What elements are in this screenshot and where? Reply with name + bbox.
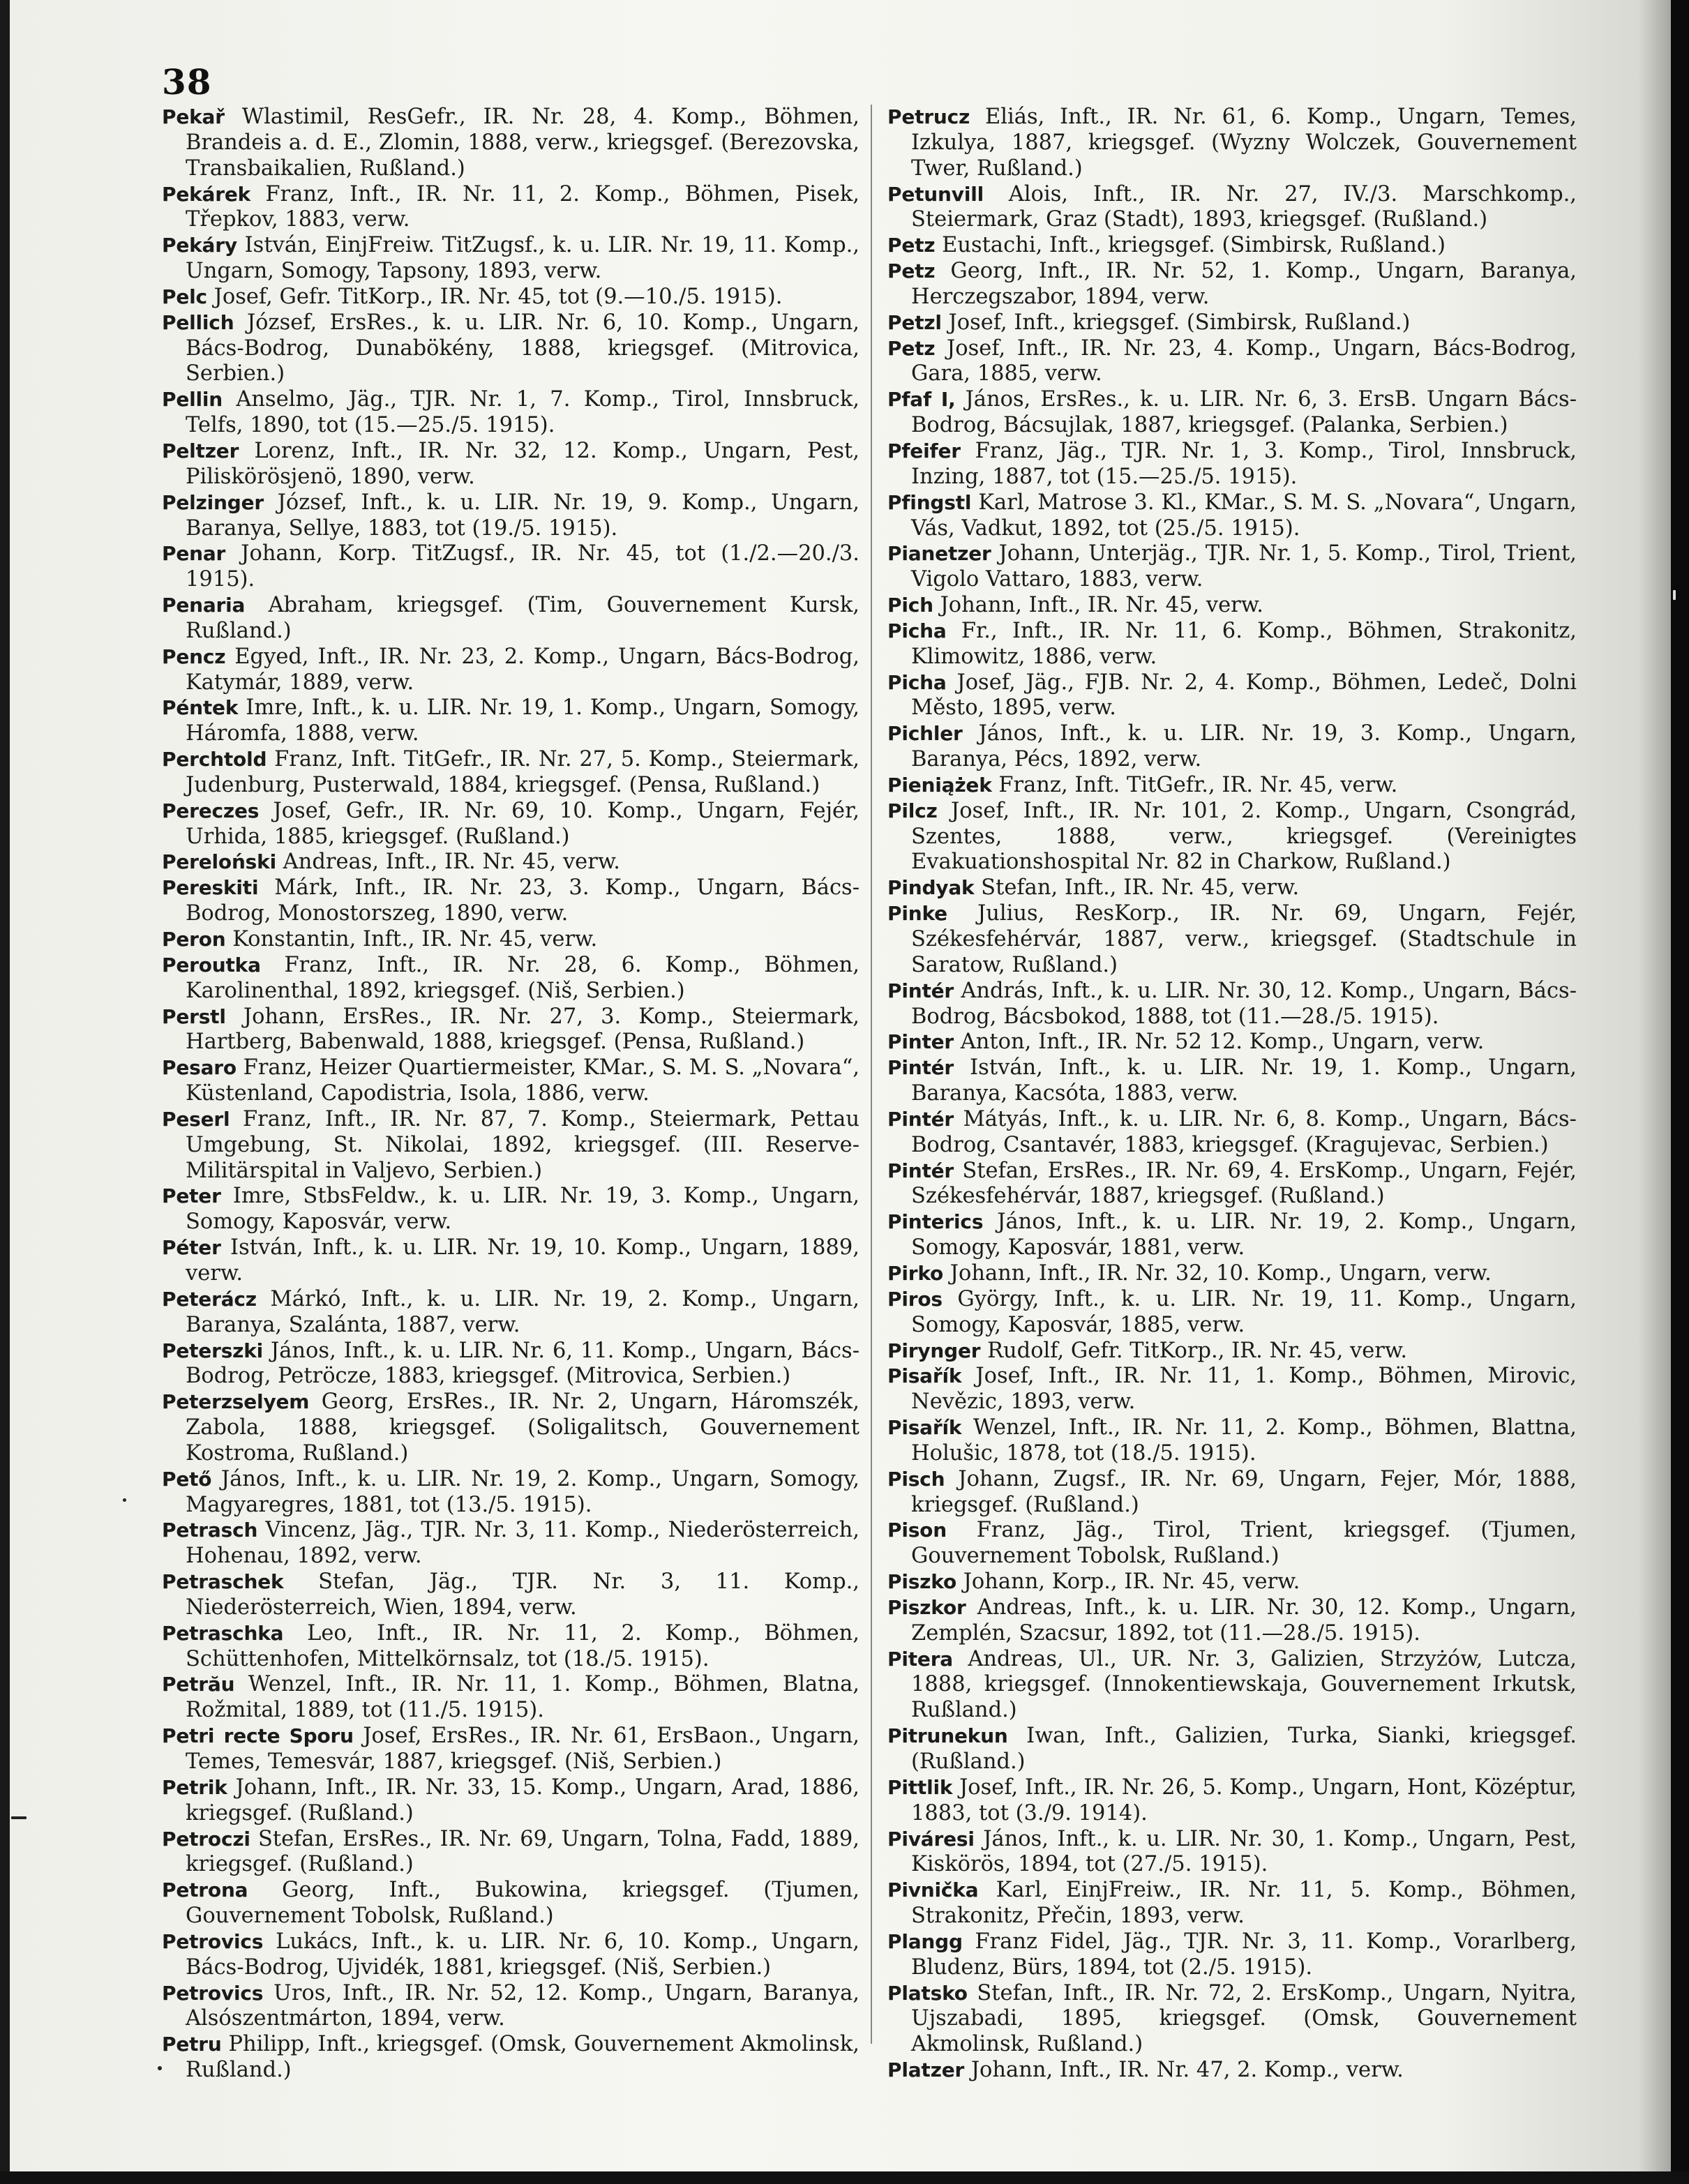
- casualty-entry: [887, 1055, 1577, 1107]
- casualty-entry: [162, 1287, 859, 1339]
- casualty-entry: [162, 439, 859, 490]
- entry-surname: Pető: [162, 1467, 212, 1491]
- casualty-entry: [162, 1004, 859, 1056]
- entry-details: Mátyás, Inft., k. u. LIR. Nr. 6, 8. Komp., Ungarn, Bács-Bodrog, Csantavér, 1883, kriegsgef. (Kragujevac, Serbien.): [911, 1106, 1577, 1157]
- entry-details: Karl, EinjFreiw., IR. Nr. 11, 5. Komp., Böhmen, Strakonitz, Přečin, 1893, verw.: [911, 1878, 1577, 1929]
- casualty-entry: [162, 1184, 859, 1235]
- scan-speck: [1673, 590, 1676, 600]
- casualty-entry: [162, 490, 859, 542]
- casualty-entry: [887, 1981, 1577, 2058]
- entry-details: Anselmo, Jäg., TJR. Nr. 1, 7. Komp., Tirol, Innsbruck, Telfs, 1890, tot (15.—25./5. 1915).: [186, 387, 859, 438]
- entry-details: Fr., Inft., IR. Nr. 11, 6. Komp., Böhmen, Strakonitz, Klimowitz, 1886, verw.: [911, 618, 1577, 669]
- entry-surname: Peron: [162, 928, 226, 951]
- entry-details: Johann, Korp. TitZugsf., IR. Nr. 45, tot (1./2.—20./3. 1915).: [186, 541, 859, 592]
- entry-details: Uros, Inft., IR. Nr. 52, 12. Komp., Ungarn, Baranya, Alsószentmárton, 1894, verw.: [186, 1980, 859, 2031]
- entry-details: Josef, Inft., kriegsgef. (Simbirsk, Rußland.): [948, 310, 1411, 335]
- entry-surname: Pinter: [887, 1030, 954, 1054]
- casualty-entry: [162, 1569, 859, 1621]
- entry-details: Johann, Zugsf., IR. Nr. 69, Ungarn, Fejer, Mór, 1888, kriegsgef. (Rußland.): [911, 1466, 1577, 1517]
- entry-details: Johann, Unterjäg., TJR. Nr. 1, 5. Komp., Tirol, Trient, Vigolo Vattaro, 1883, verw.: [911, 541, 1577, 592]
- entry-surname: Pelc: [162, 285, 207, 308]
- entry-surname: Pirko: [887, 1261, 944, 1285]
- casualty-entry: [162, 875, 859, 927]
- entry-surname: Petrovics: [162, 1981, 264, 2005]
- entry-details: Franz, Inft. TitGefr., IR. Nr. 45, verw.: [998, 772, 1398, 797]
- entry-details: Wenzel, Inft., IR. Nr. 11, 2. Komp., Böhmen, Blattna, Holušic, 1878, tot (18./5. 1915).: [911, 1415, 1577, 1466]
- entry-surname: Pekárek: [162, 182, 251, 206]
- entry-details: Johann, Inft., IR. Nr. 33, 15. Komp., Ungarn, Arad, 1886, kriegsgef. (Rußland.): [186, 1775, 859, 1825]
- entry-surname: Pellin: [162, 388, 223, 412]
- entry-surname: Pichler: [887, 722, 963, 746]
- entry-surname: Plangg: [887, 1929, 963, 1953]
- entry-details: Karl, Matrose 3. Kl., KMar., S. M. S. „Novara“, Ungarn, Vás, Vadkut, 1892, tot (25./5. 1915).: [911, 490, 1577, 541]
- entry-surname: Petraschka: [162, 1621, 284, 1645]
- casualty-entry: [887, 1159, 1577, 1210]
- entry-details: Konstantin, Inft., IR. Nr. 45, verw.: [232, 927, 598, 951]
- casualty-entry: [162, 285, 859, 310]
- entry-surname: Pirynger: [887, 1339, 981, 1362]
- casualty-entry: [162, 1672, 859, 1724]
- casualty-entry: [887, 1518, 1577, 1569]
- casualty-entry: [887, 670, 1577, 722]
- casualty-entry: [162, 1390, 859, 1467]
- entry-surname: Pianetzer: [887, 542, 991, 566]
- entry-surname: Piváresi: [887, 1827, 975, 1851]
- entry-details: Wenzel, Inft., IR. Nr. 11, 1. Komp., Böhmen, Blatna, Rožmital, 1889, tot (11./5. 1915).: [186, 1672, 859, 1723]
- casualty-entry: [887, 182, 1577, 234]
- entry-surname: Peserl: [162, 1107, 230, 1131]
- casualty-entry: [162, 1775, 859, 1827]
- entry-details: Egyed, Inft., IR. Nr. 23, 2. Komp., Ungarn, Bács-Bodrog, Katymár, 1889, verw.: [186, 644, 859, 695]
- entry-details: András, Inft., k. u. LIR. Nr. 30, 12. Komp., Ungarn, Bács-Bodrog, Bácsbokod, 1888, tot (11.—28./5. 1915).: [911, 978, 1577, 1029]
- entry-details: Leo, Inft., IR. Nr. 11, 2. Komp., Böhmen, Schüttenhofen, Mittelkörnsalz, tot (18./5. 1915).: [186, 1620, 859, 1671]
- casualty-entry: [887, 1569, 1577, 1595]
- entry-surname: Péntek: [162, 696, 239, 720]
- casualty-entry: [162, 799, 859, 850]
- entry-details: Josef, Inft., IR. Nr. 26, 5. Komp., Ungarn, Hont, Középtur, 1883, tot (3./9. 1914).: [911, 1775, 1577, 1825]
- casualty-entry: [162, 182, 859, 234]
- entry-details: Franz, Jäg., TJR. Nr. 1, 3. Komp., Tirol, Innsbruck, Inzing, 1887, tot (15.—25./5. 1915).: [911, 438, 1577, 489]
- casualty-entry: [162, 1621, 859, 1673]
- entry-details: Josef, Inft., IR. Nr. 101, 2. Komp., Ungarn, Csongrád, Szentes, 1888, verw., kriegsgef. (Vereinigtes Evakuationshospital Nr. 82 in Charkow, Rußland.): [911, 798, 1577, 875]
- casualty-entry: [162, 1929, 859, 1981]
- casualty-entry: [162, 2032, 859, 2084]
- entry-surname: Pivnička: [887, 1878, 979, 1902]
- entry-surname: Pisařík: [887, 1364, 962, 1388]
- casualty-entry: [887, 1261, 1577, 1287]
- casualty-entry: [887, 1287, 1577, 1339]
- casualty-entry: [162, 233, 859, 285]
- casualty-entry: [887, 1929, 1577, 1981]
- casualty-entry: [887, 387, 1577, 439]
- entry-details: Josef, Jäg., FJB. Nr. 2, 4. Komp., Böhmen, Ledeč, Dolni Město, 1895, verw.: [911, 670, 1577, 721]
- entry-surname: Pich: [887, 594, 933, 617]
- entry-details: Franz, Inft. TitGefr., IR. Nr. 27, 5. Komp., Steiermark, Judenburg, Pusterwald, 1884, kriegsgef. (Pensa, Rußland.): [186, 747, 859, 797]
- entry-details: Josef, Inft., IR. Nr. 11, 1. Komp., Böhmen, Mirovic, Nevězic, 1893, verw.: [911, 1364, 1577, 1415]
- casualty-entry: [887, 901, 1577, 979]
- entry-details: Josef, Gefr. TitKorp., IR. Nr. 45, tot (9.—10./5. 1915).: [213, 284, 783, 309]
- casualty-entry: [887, 1827, 1577, 1878]
- entry-details: János, Inft., k. u. LIR. Nr. 19, 2. Komp., Ungarn, Somogy, Kaposvár, 1881, verw.: [911, 1210, 1577, 1260]
- entry-details: Vincenz, Jäg., TJR. Nr. 3, 11. Komp., Niederösterreich, Hohenau, 1892, verw.: [186, 1518, 859, 1569]
- casualty-entry: [887, 1364, 1577, 1415]
- casualty-entry: [887, 105, 1577, 182]
- entry-surname: Perstl: [162, 1004, 226, 1028]
- entry-surname: Petroczi: [162, 1827, 250, 1851]
- entry-surname: Pinterics: [887, 1210, 984, 1234]
- entry-surname: Petrasch: [162, 1519, 258, 1542]
- casualty-entry: [162, 645, 859, 696]
- entry-details: Lorenz, Inft., IR. Nr. 32, 12. Komp., Ungarn, Pest, Piliskörösjenö, 1890, verw.: [186, 438, 859, 489]
- entry-details: Franz, Heizer Quartiermeister, KMar., S. M. S. „Novara“, Küstenland, Capodistria, Isola, 1886, verw.: [186, 1055, 859, 1106]
- casualty-entry: [887, 1107, 1577, 1159]
- entry-details: Márk, Inft., IR. Nr. 23, 3. Komp., Ungarn, Bács-Bodrog, Monostorszeg, 1890, verw.: [186, 875, 859, 926]
- entry-surname: Petz: [887, 234, 936, 257]
- entry-details: Abraham, kriegsgef. (Tim, Gouvernement Kursk, Rußland.): [186, 593, 859, 643]
- entry-surname: Piszkor: [887, 1595, 966, 1619]
- entry-details: Philipp, Inft., kriegsgef. (Omsk, Gouvernement Akmolinsk, Rußland.): [186, 2032, 859, 2083]
- entry-surname: Peroutka: [162, 953, 261, 977]
- entry-surname: Petrucz: [887, 105, 970, 128]
- entry-details: Stefan, ErsRes., IR. Nr. 69, 4. ErsKomp., Ungarn, Fejér, Székesfehérvár, 1887, kriegsgef. (Rußland.): [911, 1158, 1577, 1209]
- entry-details: Andreas, Inft., k. u. LIR. Nr. 30, 12. Komp., Ungarn, Zemplén, Szacsur, 1892, tot (11.—28./5. 1915).: [911, 1595, 1577, 1645]
- entry-surname: Platzer: [887, 2058, 965, 2082]
- entry-surname: Piros: [887, 1287, 943, 1311]
- entry-details: Rudolf, Gefr. TitKorp., IR. Nr. 45, verw.: [987, 1338, 1408, 1363]
- entry-surname: Platsko: [887, 1981, 968, 2005]
- left-column: [162, 105, 859, 2084]
- entry-details: Stefan, Jäg., TJR. Nr. 3, 11. Komp., Niederösterreich, Wien, 1894, verw.: [186, 1569, 859, 1620]
- casualty-entry: [162, 695, 859, 747]
- casualty-entry: [887, 875, 1577, 901]
- casualty-entry: [162, 1981, 859, 2033]
- casualty-entry: [162, 1827, 859, 1878]
- entry-details: Anton, Inft., IR. Nr. 52 12. Komp., Ungarn, verw.: [960, 1030, 1485, 1055]
- entry-details: Johann, ErsRes., IR. Nr. 27, 3. Komp., Steiermark, Hartberg, Babenwald, 1888, kriegsgef. (Pensa, Rußland.): [186, 1004, 859, 1055]
- entry-details: József, ErsRes., k. u. LIR. Nr. 6, 10. Komp., Ungarn, Bács-Bodrog, Dunabökény, 1888, kriegsgef. (Mitrovica, Serbien.): [186, 310, 859, 386]
- entry-details: János, ErsRes., k. u. LIR. Nr. 6, 3. ErsB. Ungarn Bács-Bodrog, Bácsujlak, 1887, kriegsgef. (Palanka, Serbien.): [911, 387, 1577, 438]
- entry-surname: Piszko: [887, 1570, 956, 1594]
- right-column: [887, 105, 1577, 2084]
- entry-details: Imre, StbsFeldw., k. u. LIR. Nr. 19, 3. Komp., Ungarn, Somogy, Kaposvár, verw.: [186, 1184, 859, 1235]
- casualty-entry: [887, 721, 1577, 773]
- entry-surname: Pieniążek: [887, 773, 992, 797]
- entry-surname: Pellich: [162, 310, 234, 334]
- casualty-entry: [162, 1467, 859, 1519]
- entry-surname: Peltzer: [162, 439, 239, 462]
- entry-surname: Péter: [162, 1236, 221, 1260]
- casualty-entry: [887, 1775, 1577, 1827]
- entry-surname: Pitrunekun: [887, 1724, 1008, 1748]
- entry-surname: Pintér: [887, 1159, 954, 1182]
- casualty-entry: [887, 439, 1577, 490]
- entry-surname: Peter: [162, 1184, 221, 1208]
- entry-surname: Petru: [162, 2033, 222, 2056]
- casualty-entry: [887, 979, 1577, 1030]
- scan-speck: [11, 1816, 27, 1819]
- casualty-entry: [887, 1339, 1577, 1364]
- entry-details: Johann, Inft., IR. Nr. 45, verw.: [940, 593, 1263, 618]
- entry-surname: Peterácz: [162, 1287, 257, 1311]
- entry-details: Franz, Jäg., Tirol, Trient, kriegsgef. (Tjumen, Gouvernement Tobolsk, Rußland.): [911, 1518, 1577, 1569]
- casualty-entry: [162, 387, 859, 439]
- entry-details: Johann, Korp., IR. Nr. 45, verw.: [963, 1569, 1300, 1595]
- entry-details: Georg, ErsRes., IR. Nr. 2, Ungarn, Háromszék, Zabola, 1888, kriegsgef. (Soligalitsch, Gouvernement Kostroma, Rußland.): [186, 1390, 859, 1466]
- entry-surname: Pfingstl: [887, 490, 972, 514]
- entry-details: István, Inft., k. u. LIR. Nr. 19, 1. Komp., Ungarn, Baranya, Kacsóta, 1883, verw.: [911, 1055, 1577, 1106]
- entry-details: István, EinjFreiw. TitZugsf., k. u. LIR. Nr. 19, 11. Komp., Ungarn, Somogy, Tapsony, 1893, verw.: [186, 233, 859, 284]
- entry-surname: Pereczes: [162, 799, 260, 822]
- casualty-entry: [162, 927, 859, 953]
- casualty-entry: [162, 1235, 859, 1287]
- entry-surname: Perchtold: [162, 748, 267, 771]
- entry-details: Josef, Gefr., IR. Nr. 69, 10. Komp., Ungarn, Fejér, Urhida, 1885, kriegsgef. (Rußland.): [186, 798, 859, 849]
- entry-details: Josef, ErsRes., IR. Nr. 61, ErsBaon., Ungarn, Temes, Temesvár, 1887, kriegsgef. (Niš, Serbien.): [186, 1724, 860, 1774]
- entry-surname: Petunvill: [887, 182, 984, 206]
- entry-surname: Pesaro: [162, 1056, 237, 1080]
- casualty-entry: [162, 1339, 859, 1390]
- column-divider: [871, 105, 872, 2044]
- entry-details: József, Inft., k. u. LIR. Nr. 19, 9. Komp., Ungarn, Baranya, Sellye, 1883, tot (19./5. 1915).: [186, 490, 859, 541]
- casualty-entry: [887, 1415, 1577, 1467]
- entry-surname: Peterszki: [162, 1339, 264, 1362]
- scan-bottom-edge: [0, 2171, 1689, 2184]
- entry-details: Johann, Inft., IR. Nr. 47, 2. Komp., verw.: [970, 2058, 1404, 2083]
- entry-details: Wlastimil, ResGefr., IR. Nr. 28, 4. Komp., Böhmen, Brandeis a. d. E., Zlomin, 1888, verw., kriegsgef. (Berezovska, Transbaikalien, Rußland.): [186, 105, 860, 181]
- casualty-entry: [162, 953, 859, 1004]
- entry-details: Eliás, Inft., IR. Nr. 61, 6. Komp., Ungarn, Temes, Izkulya, 1887, kriegsgef. (Wyzny Wolczek, Gouvernement Twer, Rußland.): [911, 105, 1577, 181]
- entry-surname: Penaria: [162, 594, 246, 617]
- casualty-entry: [887, 259, 1577, 310]
- page-number: 38: [162, 61, 212, 103]
- entry-details: János, Inft., k. u. LIR. Nr. 19, 3. Komp., Ungarn, Baranya, Pécs, 1892, verw.: [911, 721, 1577, 772]
- entry-details: Georg, Inft., Bukowina, kriegsgef. (Tjumen, Gouvernement Tobolsk, Rußland.): [186, 1878, 859, 1929]
- entry-surname: Petrău: [162, 1673, 235, 1696]
- entry-details: Josef, Inft., IR. Nr. 23, 4. Komp., Ungarn, Bács-Bodrog, Gara, 1885, verw.: [911, 336, 1577, 386]
- casualty-entry: [162, 747, 859, 799]
- entry-details: Imre, Inft., k. u. LIR. Nr. 19, 1. Komp., Ungarn, Somogy, Háromfa, 1888, verw.: [186, 695, 859, 746]
- casualty-entry: [887, 799, 1577, 876]
- casualty-entry: [162, 1878, 859, 1929]
- entry-surname: Petrik: [162, 1775, 227, 1799]
- casualty-entry: [887, 773, 1577, 799]
- casualty-entry: [887, 593, 1577, 619]
- entry-surname: Petz: [887, 259, 936, 283]
- entry-surname: Petz: [887, 336, 936, 360]
- casualty-entry: [887, 233, 1577, 259]
- entry-details: Stefan, Inft., IR. Nr. 45, verw.: [981, 875, 1300, 901]
- casualty-entry: [887, 1595, 1577, 1647]
- entry-details: Lukács, Inft., k. u. LIR. Nr. 6, 10. Komp., Ungarn, Bács-Bodrog, Ujvidék, 1881, kriegsgef. (Niš, Serbien.): [186, 1929, 859, 1980]
- entry-surname: Pitera: [887, 1647, 953, 1671]
- entry-surname: Picha: [887, 619, 947, 642]
- entry-details: Iwan, Inft., Galizien, Turka, Sianki, kriegsgef. (Rußland.): [911, 1724, 1577, 1774]
- casualty-entry: [887, 490, 1577, 542]
- entry-details: János, Inft., k. u. LIR. Nr. 19, 2. Komp., Ungarn, Somogy, Magyaregres, 1881, tot (13./5. 1915).: [186, 1466, 859, 1517]
- entry-details: Franz, Inft., IR. Nr. 11, 2. Komp., Böhmen, Pisek, Třepkov, 1883, verw.: [186, 181, 859, 232]
- scan-right-edge: [1671, 0, 1689, 2184]
- casualty-entry: [162, 1055, 859, 1107]
- scan-speck: [123, 1498, 126, 1502]
- entry-surname: Pittlik: [887, 1775, 953, 1799]
- casualty-entry: [887, 619, 1577, 670]
- entry-surname: Pfaf I,: [887, 388, 956, 412]
- entry-surname: Petrona: [162, 1878, 248, 1902]
- casualty-entry: [887, 1878, 1577, 1929]
- entry-details: János, Inft., k. u. LIR. Nr. 30, 1. Komp., Ungarn, Pest, Kiskörös, 1894, tot (27./5. 1915).: [911, 1826, 1577, 1877]
- entry-details: Georg, Inft., IR. Nr. 52, 1. Komp., Ungarn, Baranya, Herczegszabor, 1894, verw.: [911, 259, 1577, 309]
- entry-surname: Pekař: [162, 105, 225, 128]
- entry-details: Márkó, Inft., k. u. LIR. Nr. 19, 2. Komp., Ungarn, Baranya, Szalánta, 1887, verw.: [186, 1286, 860, 1337]
- entry-surname: Pisařík: [887, 1416, 962, 1440]
- entry-surname: Pinke: [887, 902, 947, 926]
- entry-details: János, Inft., k. u. LIR. Nr. 6, 11. Komp., Ungarn, Bács-Bodrog, Petröcze, 1883, kriegsgef. (Mitrovica, Serbien.): [186, 1338, 859, 1389]
- entry-details: Stefan, Inft., IR. Nr. 72, 2. ErsKomp., Ungarn, Nyitra, Ujszabadi, 1895, kriegsgef. (Omsk, Gouvernement Akmolinsk, Rußland.): [911, 1980, 1577, 2057]
- entry-surname: Petraschek: [162, 1570, 284, 1594]
- entry-surname: Petrovics: [162, 1929, 264, 1953]
- casualty-entry: [162, 1518, 859, 1569]
- casualty-entry: [887, 1030, 1577, 1055]
- entry-surname: Pereloński: [162, 850, 276, 874]
- casualty-entry: [162, 593, 859, 645]
- entry-surname: Pfeifer: [887, 439, 961, 462]
- scan-speck: [158, 2066, 162, 2070]
- casualty-entry: [162, 105, 859, 182]
- entry-details: György, Inft., k. u. LIR. Nr. 19, 11. Komp., Ungarn, Somogy, Kaposvár, 1885, verw.: [911, 1286, 1577, 1337]
- entry-surname: Petzl: [887, 310, 942, 334]
- entry-surname: Petri recte Sporu: [162, 1724, 354, 1748]
- entry-details: Alois, Inft., IR. Nr. 27, IV./3. Marschkomp., Steiermark, Graz (Stadt), 1893, kriegsgef. (Rußland.): [911, 181, 1577, 232]
- entry-surname: Penar: [162, 542, 226, 566]
- casualty-entry: [887, 1724, 1577, 1775]
- entry-surname: Pintér: [887, 1107, 954, 1131]
- entry-details: Johann, Inft., IR. Nr. 32, 10. Komp., Ungarn, verw.: [949, 1260, 1492, 1286]
- casualty-entry: [162, 1107, 859, 1184]
- entry-surname: Pison: [887, 1519, 947, 1542]
- entry-surname: Peterzselyem: [162, 1390, 310, 1414]
- casualty-entry: [162, 310, 859, 388]
- casualty-entry: [162, 1724, 859, 1775]
- entry-surname: Pindyak: [887, 876, 975, 900]
- entry-details: Andreas, Inft., IR. Nr. 45, verw.: [283, 850, 620, 875]
- entry-surname: Pisch: [887, 1467, 945, 1491]
- entry-details: Stefan, ErsRes., IR. Nr. 69, Ungarn, Tolna, Fadd, 1889, kriegsgef. (Rußland.): [186, 1826, 859, 1877]
- entry-surname: Pereskiti: [162, 876, 259, 900]
- entry-details: Andreas, Ul., UR. Nr. 3, Galizien, Strzyżów, Lutcza, 1888, kriegsgef. (Innokentiewskaja, Gouvernement Irkutsk, Rußland.): [911, 1646, 1577, 1723]
- entry-details: István, Inft., k. u. LIR. Nr. 19, 10. Komp., Ungarn, 1889, verw.: [186, 1235, 859, 1286]
- casualty-entry: [887, 1467, 1577, 1519]
- casualty-entry: [887, 336, 1577, 388]
- entry-details: Franz, Inft., IR. Nr. 28, 6. Komp., Böhmen, Karolinenthal, 1892, kriegsgef. (Niš, Serbien.): [186, 952, 859, 1003]
- entry-surname: Pintér: [887, 979, 954, 1002]
- entry-details: Eustachi, Inft., kriegsgef. (Simbirsk, Rußland.): [942, 233, 1446, 258]
- entry-surname: Pilcz: [887, 799, 938, 822]
- scan-left-edge: [0, 0, 10, 2184]
- entry-surname: Pekáry: [162, 234, 237, 257]
- entry-details: Franz Fidel, Jäg., TJR. Nr. 3, 11. Komp., Vorarlberg, Bludenz, Bürs, 1894, tot (2./5. 1915).: [911, 1929, 1577, 1980]
- casualty-entry: [162, 541, 859, 593]
- casualty-entry: [887, 1210, 1577, 1261]
- entry-surname: Pelzinger: [162, 490, 264, 514]
- entry-details: Franz, Inft., IR. Nr. 87, 7. Komp., Steiermark, Pettau Umgebung, St. Nikolai, 1892, kriegsgef. (III. Reserve-Militärspital in Valjevo, Serbien.): [186, 1106, 859, 1183]
- entry-surname: Pintér: [887, 1056, 954, 1080]
- casualty-entry: [162, 850, 859, 875]
- casualty-entry: [887, 2058, 1577, 2084]
- entry-details: Julius, ResKorp., IR. Nr. 69, Ungarn, Fejér, Székesfehérvár, 1887, verw., kriegsgef. (Stadtschule in Saratow, Rußland.): [911, 901, 1577, 977]
- entry-surname: Picha: [887, 670, 947, 694]
- entry-surname: Pencz: [162, 645, 226, 668]
- casualty-entry: [887, 541, 1577, 593]
- casualty-entry: [887, 310, 1577, 336]
- casualty-entry: [887, 1647, 1577, 1724]
